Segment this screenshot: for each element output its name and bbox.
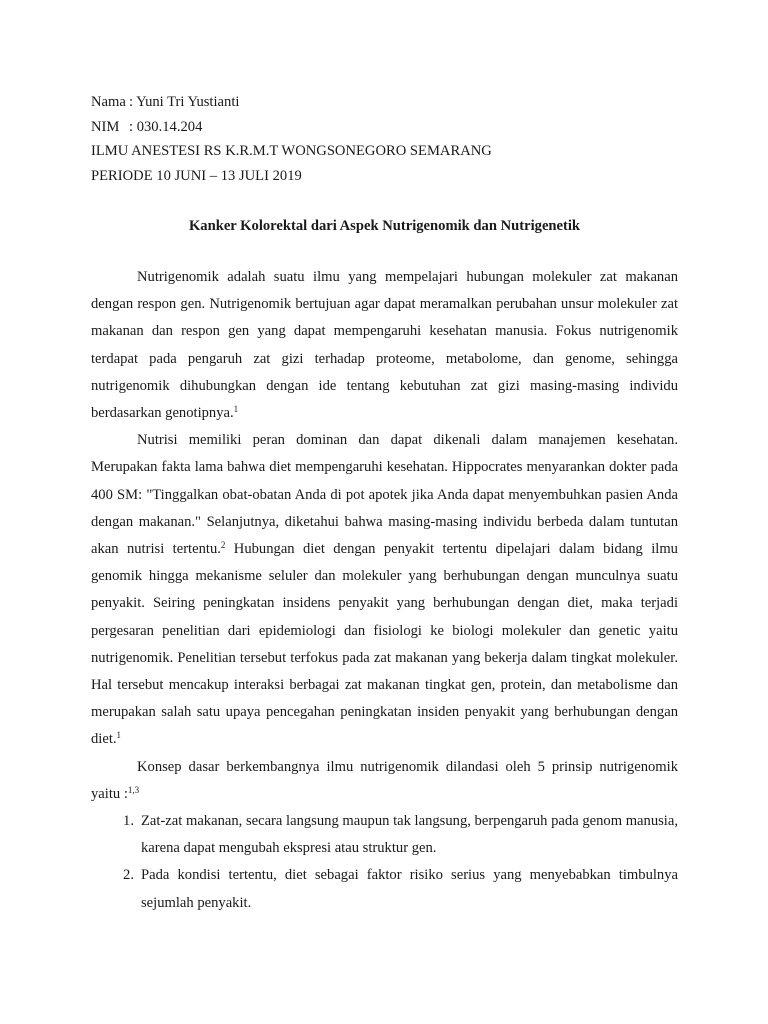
nim-line — [91, 115, 678, 140]
list-item — [91, 808, 678, 862]
name-label: Nama — [91, 94, 126, 110]
paragraph-2 — [91, 427, 678, 753]
period-line: PERIODE 10 JUNI – 13 JULI 2019 — [91, 167, 302, 184]
name-line — [91, 90, 678, 115]
list-item-number: 2. — [123, 867, 134, 884]
citation-ref: 2 — [220, 540, 226, 551]
nim-label: NIM — [91, 118, 120, 135]
citation-ref: 1,3 — [127, 784, 140, 795]
paragraph-1-text: Nutrigenomik adalah suatu ilmu yang mempelajari hubungan molekuler zat makanan dengan respon gen. Nutrigenomik bertujuan agar dapat meramalkan perubahan unsur molekuler zat makanan dan respon gen yang dapat mempengaruhi kesehatan manusia. Fokus nutrigenomik terdapat pada pengaruh zat gizi terhadap proteome, metabolome, dan genome, sehingga nutrigenomik dihubungkan dengan ide tentang kebutuhan zat gizi masing-masing individu berdasarkan genotipnya. — [91, 269, 678, 422]
principles-list — [91, 808, 678, 917]
citation-ref: 1 — [116, 730, 122, 741]
name-value: : Yuni Tri Yustianti — [129, 94, 240, 110]
department-line: ILMU ANESTESI RS K.R.M.T WONGSONEGORO SEMARANG — [91, 143, 492, 159]
citation-ref: 1 — [233, 404, 239, 415]
list-item-text: Zat-zat makanan, secara langsung maupun tak langsung, berpengaruh pada genom manusia, karena dapat mengubah ekspresi atau struktur gen. — [141, 813, 678, 857]
nim-value: : 030.14.204 — [129, 118, 203, 135]
paragraph-2-text-a: Nutrisi memiliki peran dominan dan dapat dikenali dalam manajemen kesehatan. Merupakan fakta lama bahwa diet mempengaruhi kesehatan. Hippocrates menyarankan dokter pada 400 SM: "Tinggalkan obat-obatan Anda di pot apotek jika Anda dapat menyembuhkan pasien Anda dengan makanan." Selanjutnya, diketahui bahwa masing-masing individu berbeda dalam tuntutan akan nutrisi tertentu. — [91, 432, 678, 558]
paragraph-3 — [91, 754, 678, 808]
list-item — [91, 862, 678, 916]
list-item-text: Pada kondisi tertentu, diet sebagai faktor risiko serius yang menyebabkan timbulnya sejumlah penyakit. — [141, 867, 678, 911]
document-title: Kanker Kolorektal dari Aspek Nutrigenomik dan Nutrigenetik — [188, 218, 581, 234]
paragraph-2-text-b: Hubungan diet dengan penyakit tertentu dipelajari dalam bidang ilmu genomik hingga mekanisme seluler dan molekuler yang berhubungan dengan munculnya suatu penyakit. Seiring peningkatan insidens penyakit yang berhubungan dengan diet, maka terjadi pergesaran penelitian dari epidemiologi dan fisiologi ke biologi molekuler dan genetic yaitu nutrigenomik. Penelitian tersebut terfokus pada zat makanan yang bekerja dalam tingkat molekuler. Hal tersebut mencakup interaksi berbagai zat makanan tingkat gen, protein, dan metabolisme dan merupakan salah satu upaya pencegahan peningkatan insiden penyakit yang berhubungan dengan diet. — [91, 541, 678, 748]
paragraph-3-text: Konsep dasar berkembangnya ilmu nutrigenomik dilandasi oleh 5 prinsip nutrigenomik yaitu : — [91, 758, 678, 802]
list-item-number: 1. — [123, 813, 134, 830]
paragraph-1 — [91, 264, 678, 427]
